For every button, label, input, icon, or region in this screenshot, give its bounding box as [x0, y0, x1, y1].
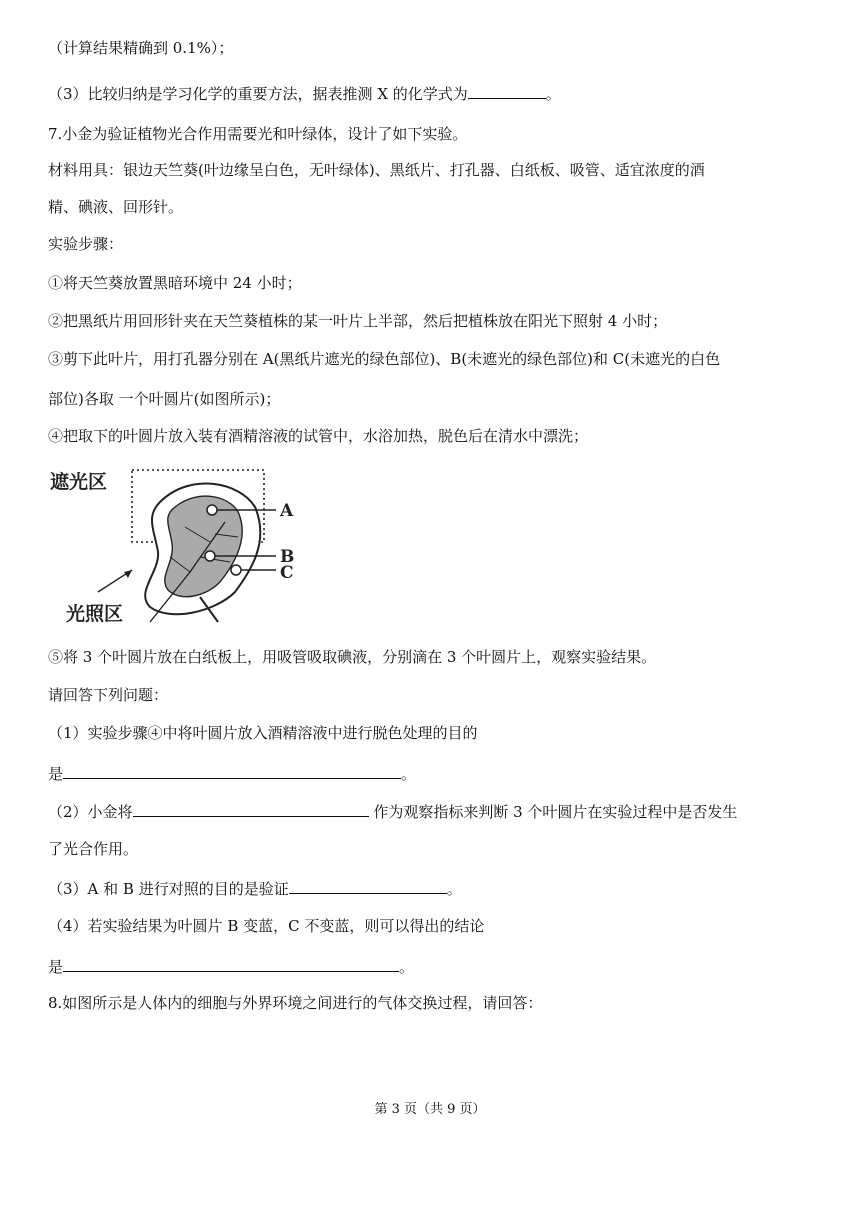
- page-footer: 第 3 页（共 9 页）: [374, 1102, 486, 1117]
- question-8-title: 8.如图所示是人体内的细胞与外界环境之间进行的气体交换过程，请回答：: [48, 994, 543, 1012]
- answer-blank[interactable]: [468, 82, 546, 99]
- step-3-line-2: 部位)各取 一个叶圆片(如图所示)；: [48, 390, 281, 408]
- answer-blank[interactable]: [133, 800, 369, 817]
- step-1: ①将天竺葵放置黑暗环境中 24 小时；: [48, 274, 302, 292]
- steps-title: 实验步骤：: [48, 235, 124, 253]
- label-light-area: 光照区: [66, 603, 124, 625]
- sample-circle-c: [231, 565, 241, 575]
- text-span: 。: [401, 765, 417, 783]
- question-7-4: （4）若实验结果为叶圆片 B 变蓝，C 不变蓝，则可以得出的结论: [48, 917, 485, 935]
- text-span: （3）比较归纳是学习化学的重要方法，据表推测 X 的化学式为: [48, 85, 468, 103]
- leaf-diagram: [40, 462, 370, 632]
- materials-line-2: 精、碘液、回形针。: [48, 198, 184, 216]
- answer-blank[interactable]: [63, 955, 399, 972]
- answer-blank[interactable]: [289, 877, 447, 894]
- text-span: 作为观察指标来判断 3 个叶圆片在实验过程中是否发生: [368, 803, 738, 821]
- sample-circle-b: [205, 551, 215, 561]
- question-7-2: [48, 800, 737, 822]
- step-4: ④把取下的叶圆片放入装有酒精溶液的试管中，水浴加热，脱色后在清水中漂洗；: [48, 427, 589, 445]
- question-7-1: （1）实验步骤④中将叶圆片放入酒精溶液中进行脱色处理的目的: [48, 724, 478, 742]
- step-3-line-1: ③剪下此叶片，用打孔器分别在 A(黑纸片遮光的绿色部位)、B(未遮光的绿色部位)和 C(未遮光的白色: [48, 350, 721, 368]
- label-b: B: [280, 547, 295, 567]
- text-span: 是: [48, 958, 64, 976]
- text-span: （2）小金将: [48, 803, 133, 821]
- label-c: C: [280, 563, 294, 583]
- text-span: 。: [545, 85, 561, 103]
- step-2: ②把黑纸片用回形针夹在天竺葵植株的某一叶片上半部，然后把植株放在阳光下照射 4 小时；: [48, 312, 668, 330]
- text-span: （3）A 和 B 进行对照的目的是验证: [48, 880, 289, 898]
- question-7-3: [48, 877, 462, 899]
- label-a: A: [280, 501, 294, 521]
- text-span: 。: [399, 958, 415, 976]
- question-3-line: [48, 82, 561, 104]
- answer-blank[interactable]: [63, 762, 401, 779]
- text-span: 是: [48, 765, 64, 783]
- step-5: ⑤将 3 个叶圆片放在白纸板上，用吸管吸取碘液，分别滴在 3 个叶圆片上，观察实验结果。: [48, 648, 657, 666]
- ask-line: 请回答下列问题：: [48, 686, 169, 704]
- label-shade-area: 遮光区: [50, 471, 108, 493]
- question-7-title: 7.小金为验证植物光合作用需要光和叶绿体，设计了如下实验。: [48, 125, 468, 143]
- question-7-2-cont: 了光合作用。: [48, 840, 139, 858]
- sample-circle-a: [207, 505, 217, 515]
- question-7-1-answer-line: [48, 762, 416, 784]
- question-7-4-answer-line: [48, 955, 414, 977]
- materials-line-1: 材料用具：银边天竺葵(叶边缘呈白色，无叶绿体)、黑纸片、打孔器、白纸板、吸管、适宜浓度的酒: [48, 161, 705, 179]
- text-span: 。: [446, 880, 462, 898]
- text-line: （计算结果精确到 0.1%）；: [48, 39, 234, 57]
